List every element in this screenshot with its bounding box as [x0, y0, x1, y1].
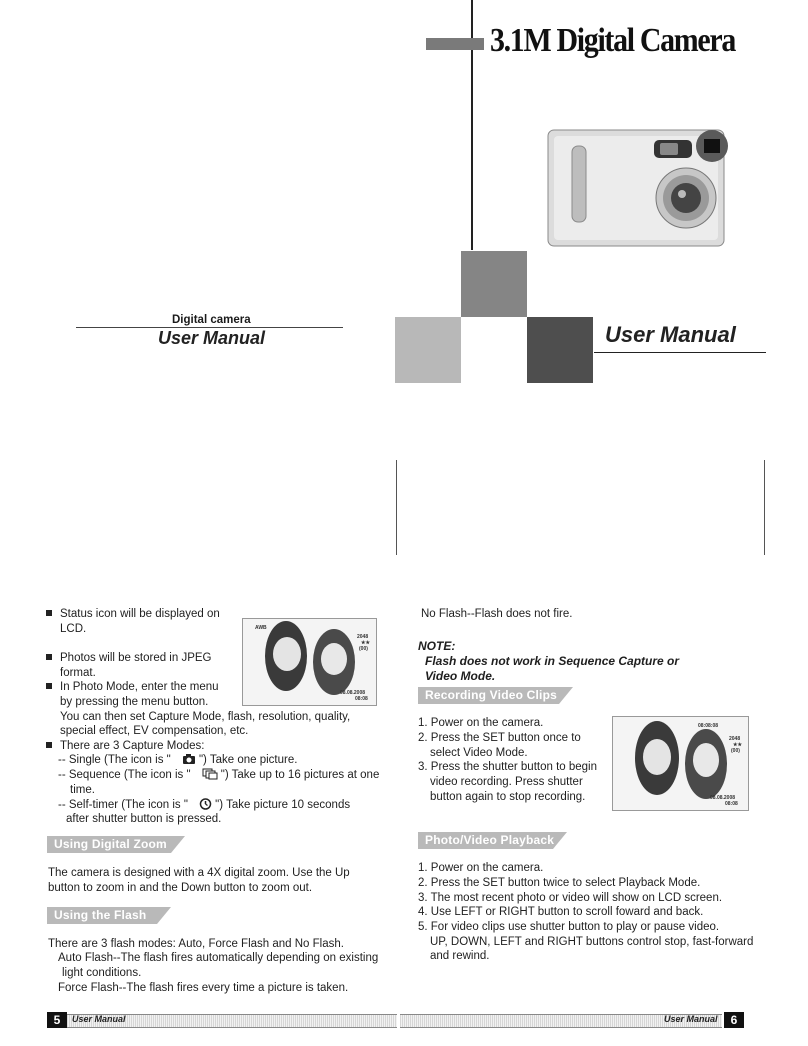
lcd-date: 08.08.2008	[340, 690, 366, 696]
video-step-3-cont-1: video recording. Press shutter	[430, 776, 583, 788]
playback-step-5: 5. For video clips use shutter button to play or pause video.	[418, 921, 720, 933]
subtitle-small: Digital camera	[172, 314, 251, 326]
mode-self-timer-cont: after shutter button is pressed.	[66, 813, 222, 825]
heading-digital-zoom: Using Digital Zoom	[47, 836, 187, 853]
video-step-3: 3. Press the shutter button to begin	[418, 761, 598, 773]
mode-sequence-cont: time.	[70, 784, 95, 796]
lcd-count: (00)	[359, 646, 368, 652]
flash-text-3: light conditions.	[62, 967, 142, 979]
manual-label-left: User Manual	[158, 328, 266, 348]
mode-single: -- Single (The icon is " ") Take one picture.	[58, 753, 297, 770]
manual-label-right: User Manual	[605, 322, 736, 347]
bullet-jpeg: Photos will be stored in JPEG	[46, 651, 212, 666]
footer-label-right: User Manual	[664, 1014, 718, 1024]
bullet-jpeg-cont: format.	[60, 667, 96, 679]
heading-using-flash: Using the Flash	[47, 907, 173, 924]
frame-line-right	[764, 460, 765, 555]
heading-recording-video: Recording Video Clips	[418, 687, 575, 704]
video-step-2-cont: select Video Mode.	[430, 747, 528, 759]
right-title-rule	[594, 352, 766, 353]
page-number-right: 6	[724, 1012, 744, 1028]
lcd-quality: ★★	[361, 640, 370, 646]
no-flash-text: No Flash--Flash does not fire.	[421, 608, 573, 620]
lcd-date: 08.08.2008	[710, 795, 736, 801]
sequence-icon	[202, 768, 218, 785]
note-line-1: Flash does not work in Sequence Capture or	[425, 654, 680, 668]
lcd-count: (00)	[731, 748, 740, 754]
capture-settings-line-2: special effect, EV compensation, etc.	[60, 725, 249, 737]
lcd-photo-right	[612, 716, 749, 811]
lcd-rec-time: 08:08:08	[698, 723, 719, 729]
heading-photo-video-playback: Photo/Video Playback	[418, 832, 569, 849]
page-number-left: 5	[47, 1012, 67, 1028]
playback-step-3: 3. The most recent photo or video will show on LCD screen.	[418, 892, 723, 904]
decor-square-1	[461, 251, 527, 317]
child-face-2	[321, 643, 347, 675]
lcd-photo-left	[242, 618, 377, 706]
decor-square-3	[527, 317, 593, 383]
mode-sequence: -- Sequence (The icon is " ") Take up to 16 pictures at one	[58, 768, 379, 785]
bullet-capture-modes: There are 3 Capture Modes:	[46, 739, 204, 754]
capture-settings-line-1: You can then set Capture Mode, flash, resolution, quality,	[60, 711, 351, 723]
zoom-text-1: The camera is designed with a 4X digital zoom. Use the Up	[48, 867, 350, 879]
flash-text-2: Auto Flash--The flash fires automatically depending on existing	[58, 952, 379, 964]
flash-text-4: Force Flash--The flash fires every time a picture is taken.	[58, 982, 349, 994]
zoom-text-2: button to zoom in and the Down button to zoom out.	[48, 882, 313, 894]
child-face-2	[693, 743, 719, 777]
lcd-resolution: 2048	[357, 634, 369, 640]
video-step-1: 1. Power on the camera.	[418, 717, 544, 729]
title-accent-bar	[426, 38, 484, 50]
playback-step-5-cont-2: and rewind.	[430, 950, 490, 962]
mode-self-timer: -- Self-timer (The icon is " ") Take picture 10 seconds	[58, 797, 350, 815]
note-line-2: Video Mode.	[425, 669, 496, 683]
lcd-time: 08:08	[725, 801, 738, 807]
playback-step-4: 4. Use LEFT or RIGHT button to scroll foward and back.	[418, 906, 704, 918]
lcd-mode-label: AWB	[255, 625, 267, 631]
decor-square-2	[395, 317, 461, 383]
bullet-status-icon-cont: LCD.	[60, 623, 87, 635]
playback-step-2: 2. Press the SET button twice to select Playback Mode.	[418, 877, 701, 889]
lcd-time: 08:08	[355, 696, 368, 702]
child-face	[273, 637, 301, 671]
cover-title: 3.1M Digital Camera	[490, 22, 735, 59]
child-face	[643, 739, 671, 775]
footer-label-left: User Manual	[72, 1014, 126, 1024]
lcd-quality: ★★	[733, 742, 742, 748]
video-step-3-cont-2: button again to stop recording.	[430, 791, 586, 803]
lcd-resolution: 2048	[729, 736, 741, 742]
bullet-status-icon: Status icon will be displayed on	[46, 607, 220, 622]
video-step-2: 2. Press the SET button once to	[418, 732, 581, 744]
frame-line-left	[396, 460, 397, 555]
playback-step-1: 1. Power on the camera.	[418, 862, 544, 874]
bullet-photo-mode: In Photo Mode, enter the menu	[46, 680, 219, 695]
playback-step-5-cont-1: UP, DOWN, LEFT and RIGHT buttons control stop, fast-forward	[430, 936, 754, 948]
flash-text-1: There are 3 flash modes: Auto, Force Flash and No Flash.	[48, 938, 344, 950]
note-heading: NOTE:	[418, 639, 456, 653]
camera-image	[544, 122, 754, 252]
bullet-photo-mode-cont: by pressing the menu button.	[60, 696, 209, 708]
